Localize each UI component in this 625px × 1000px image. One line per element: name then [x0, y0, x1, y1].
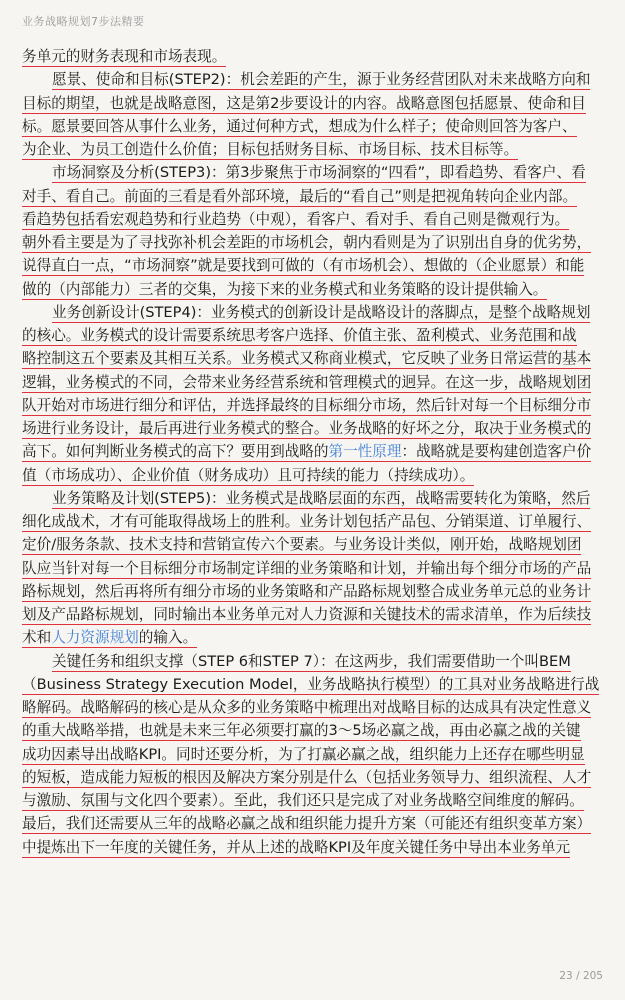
- text-line: [22, 347, 608, 370]
- underlined-text: 业务创新设计(STEP4)：业务模式的创新设计是战略设计的落脚点，是整个战略规划: [52, 303, 591, 321]
- underlined-text: （Business Strategy Execution Model，业务战略执行模型）的工具对业务战略进行战: [22, 675, 600, 693]
- text-line: [22, 440, 608, 463]
- text-line: [22, 789, 608, 812]
- term-link[interactable]: 第一性原理: [328, 443, 402, 461]
- text-line: [22, 92, 608, 115]
- underlined-text: 对手、看自己。前面的三看是看外部环境，最后的“看自己”则是把视角转向企业内部。: [22, 187, 578, 205]
- text-line: [22, 812, 608, 835]
- text-line: [22, 115, 608, 138]
- underlined-text: 说得直白一点，“市场洞察”就是要找到可做的（有市场机会）、想做的（企业愿景）和能: [22, 257, 585, 275]
- text-segment: 的输入。: [138, 629, 198, 647]
- underlined-text: 目标的期望，也就是战略意图，这是第2步要设计的内容。战略意图包括愿景、使命和目: [22, 94, 586, 112]
- text-line: [22, 510, 608, 533]
- underlined-text: 值（市场成功）、企业价值（财务成功）且可持续的能力（持续成功）。: [22, 466, 475, 484]
- term-link[interactable]: 人力资源规划: [51, 629, 139, 647]
- underlined-text: 场进行业务设计，最后再进行业务模式的整合。业务战略的好坏之分，取决于业务模式的: [22, 420, 592, 437]
- underlined-text: 划及产品路标规划，同时输出本业务单元对人力资源和关键技术的需求清单，作为后续技: [22, 606, 592, 623]
- underlined-text: 的短板，造成能力短板的根因及解决方案分别是什么（包括业务领导力、组织流程、人才: [22, 768, 592, 786]
- underlined-text: 定价/服务条款、技术支持和营销宣传六个要素。与业务设计类似，刚开始，战略规划团: [22, 536, 582, 554]
- text-line: [22, 417, 608, 440]
- text-line: [22, 673, 608, 696]
- underlined-text: 细化成战术，才有可能取得战场上的胜利。业务计划包括产品包、分销渠道、订单履行、: [22, 513, 592, 530]
- underlined-text: 队应当针对每一个目标细分市场制定详细的业务策略和计划，并输出每个细分市场的产品: [22, 559, 592, 577]
- text-line: [22, 650, 608, 673]
- text-line: [22, 557, 608, 580]
- text-line: [22, 603, 608, 626]
- underlined-text: 为企业、为员工创造什么价值；目标包括财务目标、市场目标、技术目标等。: [22, 141, 519, 158]
- text-line: [22, 696, 608, 719]
- underlined-text: 与激励、氛围与文化四个要素）。至此，我们还只是完成了对业务战略空间维度的解码。: [22, 792, 584, 809]
- text-line: [22, 231, 608, 254]
- text-line: [22, 278, 608, 301]
- text-segment: ：战略就是要构建创造客户价: [401, 443, 592, 461]
- underlined-text: [22, 443, 591, 462]
- text-line: [22, 394, 608, 417]
- text-line: [22, 185, 608, 208]
- text-line: [22, 464, 608, 487]
- underlined-text: 最后，我们还需要从三年的战略必赢之战和组织能力提升方案（可能还有组织变革方案）: [22, 815, 592, 833]
- document-body: [22, 45, 608, 859]
- text-line: [22, 533, 608, 556]
- text-line: [22, 743, 608, 766]
- underlined-text: 成功因素导出战略KPI。同时还要分析，为了打赢必赢之战，组织能力上还存在哪些明显: [22, 745, 585, 763]
- underlined-text: 略控制这五个要素及其相互关系。业务模式又称商业模式，它反映了业务日常运营的基本: [22, 350, 592, 368]
- underlined-text: 市场洞察及分析(STEP3)：第3步聚焦于市场洞察的“四看”，即看趋势、看客户、看: [52, 164, 586, 182]
- underlined-text: 业务策略及计划(STEP5)：业务模式是战略层面的东西，战略需要转化为策略，然后: [52, 489, 591, 507]
- underlined-text: 关键任务和组织支撑（STEP 6和STEP 7）：在这两步，我们需要借助一个叫BEM: [52, 652, 571, 670]
- underlined-text: 略解码。战略解码的核心是从众多的业务策略中梳理出对战略目标的达成具有决定性意义: [22, 699, 592, 716]
- document-title: 业务战略规划7步法精要: [22, 15, 145, 28]
- underlined-text: 看趋势包括看宏观趋势和行业趋势（中观），看客户、看对手、看自己则是微观行为。: [22, 210, 570, 228]
- text-line: [22, 371, 608, 394]
- text-line: [22, 719, 608, 742]
- text-line: [22, 324, 608, 347]
- underlined-text: 逻辑，业务模式的不同，会带来业务经营系统和管理模式的迥异。在这一步，战略规划团: [22, 373, 592, 391]
- text-segment: 术和: [22, 629, 52, 647]
- underlined-text: 做的（内部能力）三者的交集，为接下来的业务模式和业务策略的设计提供输入。: [22, 280, 548, 298]
- text-line: [22, 45, 608, 68]
- page-indicator: 23 / 205: [559, 970, 603, 982]
- text-line: [22, 580, 608, 603]
- text-segment: 高下。如何判断业务模式的高下？要用到战略的: [22, 443, 329, 461]
- underlined-text: 标。愿景要回答从事什么业务，通过何种方式，想成为什么样子；使命则回答为客户、: [22, 117, 577, 135]
- underlined-text: 愿景、使命和目标(STEP2)：机会差距的产生，源于业务经营团队对未来战略方向和: [52, 71, 591, 89]
- underlined-text: 的核心。业务模式的设计需要系统思考客户选择、价值主张、盈利模式、业务范围和战: [22, 327, 577, 344]
- underlined-text: 朝外看主要是为了寻找弥补机会差距的市场机会，朝内看则是为了识别出自身的优劣势，: [22, 234, 592, 251]
- text-line: [22, 138, 608, 161]
- underlined-text: 中提炼出下一年度的关键任务，并从上述的战略KPI及年度关键任务中导出本业务单元: [22, 838, 571, 856]
- text-line: [22, 254, 608, 277]
- text-line: [22, 487, 608, 510]
- text-line: [22, 68, 608, 91]
- underlined-text: 队开始对市场进行细分和评估，并选择最终的目标细分市场，然后针对每一个目标细分市: [22, 396, 592, 414]
- text-line: [22, 766, 608, 789]
- underlined-text: [22, 629, 197, 648]
- underlined-text: 务单元的财务表现和市场表现。: [22, 48, 227, 65]
- text-line: [22, 301, 608, 324]
- underlined-text: 路标规划，然后再将所有细分市场的业务策略和产品路标规划整合成业务单元总的业务计: [22, 582, 592, 600]
- text-line: [22, 161, 608, 184]
- underlined-text: 的重大战略举措，也就是未来三年必须要打赢的3～5场必赢之战，再由必赢之战的关键: [22, 722, 581, 740]
- text-line: [22, 836, 608, 859]
- text-line: [22, 626, 608, 649]
- text-line: [22, 208, 608, 231]
